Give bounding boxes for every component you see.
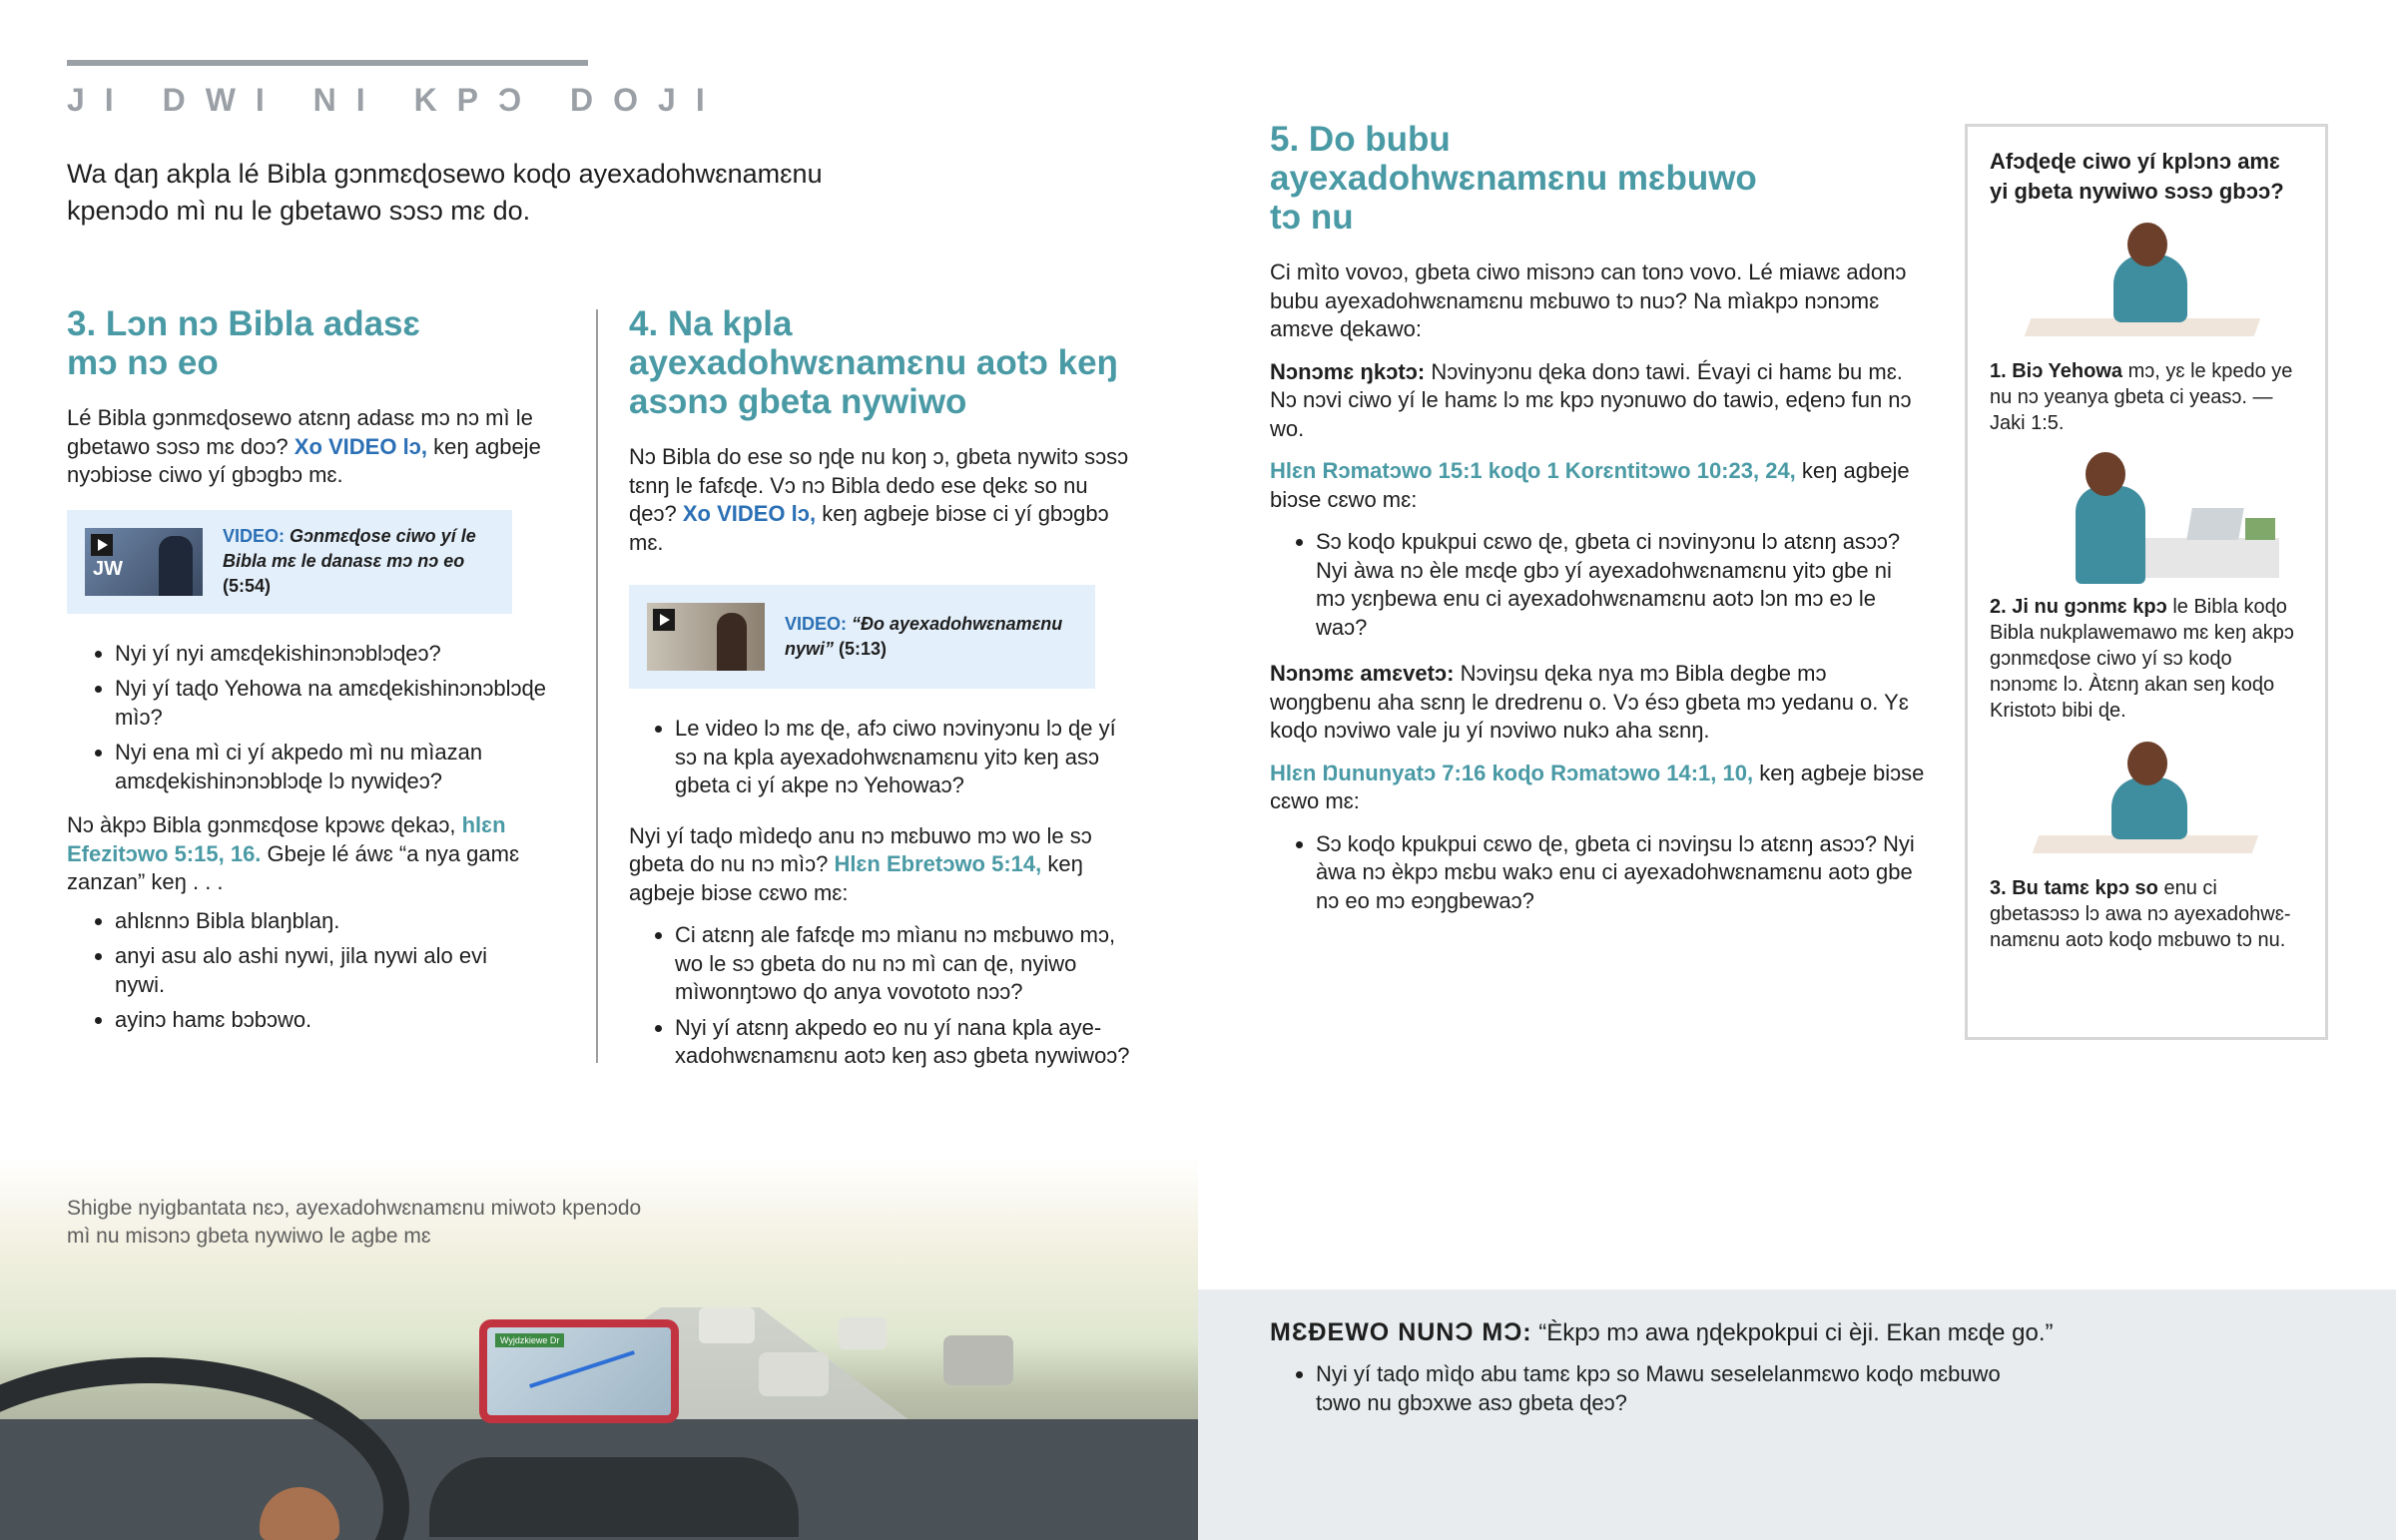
list-item: • Nyi yí atɛnŋ akpedo eo nu yí nana kpla ayexadohwɛnamɛnu aotɔ keŋ asɔ gbeta nywiwoɔ? bbox=[675, 1014, 1134, 1071]
video-card-3[interactable] bbox=[67, 510, 512, 614]
video-caption bbox=[223, 524, 494, 599]
section-4-para-2 bbox=[629, 822, 1133, 908]
review-bullets bbox=[1270, 1360, 2015, 1417]
steering-wheel-shape bbox=[0, 1357, 409, 1540]
kicker: JI DWI NI KPƆ DOJI bbox=[67, 82, 725, 118]
intro-text: Wa ɖaŋ akpla lé Bibla gɔnmɛɖosewo koɖo ayexadohwɛnamɛnu kpenɔdo mì nu le gbetawo sɔsɔ mɛ do. bbox=[67, 159, 823, 226]
step-1-caption bbox=[1990, 358, 2303, 436]
column-divider bbox=[596, 309, 598, 1063]
map-banner: Wyjdzkiewe Dr bbox=[495, 1333, 564, 1347]
case-1-text: Nɔvinyɔnu ɖeka donɔ tawi. Évayi ci hamɛ bu mɛ. Nɔ nɔvi ciwo yí le hamɛ lɔ mɛ kpɔ nyɔnuwo do tawiɔ, eɖenɔ fun nɔ wo. bbox=[1270, 358, 1912, 441]
video-title: “Ɖo ayexadohwɛnamɛnu nywi” bbox=[785, 614, 1063, 659]
video-duration: (5:54) bbox=[223, 576, 272, 596]
step-2-illustration bbox=[1990, 446, 2303, 586]
watch-video-link[interactable]: Xo VIDEO lɔ, bbox=[682, 501, 817, 526]
list-item: • anyi asu alo ashi nywi, jila nywi alo evi nywi. bbox=[115, 942, 514, 999]
video-thumbnail bbox=[647, 603, 765, 671]
section-3-bullets-1 bbox=[67, 640, 566, 796]
list-item: • ayinɔ hamɛ bɔbɔwo. bbox=[115, 1006, 514, 1035]
car-shape bbox=[943, 1335, 1013, 1385]
section-3-para-2 bbox=[67, 811, 566, 897]
scripture-link[interactable]: Hlɛn Ŋununyatɔ 7:16 koɖo Rɔmatɔwo 14:1, 10, bbox=[1270, 760, 1754, 785]
map-screen bbox=[487, 1327, 671, 1415]
video-caption bbox=[785, 612, 1077, 662]
video-duration: (5:13) bbox=[839, 639, 888, 659]
play-icon bbox=[653, 609, 675, 631]
step-2-caption bbox=[1990, 594, 2303, 724]
list-item: • Nyi yí nyi amɛɖekishinɔnɔblɔɖeɔ? bbox=[115, 640, 566, 669]
para-text: keŋ agbeje nyɔbiɔse ciwo yí gbɔgbɔ mɛ. bbox=[67, 433, 541, 487]
list-item: • Nyi yí taɖo mìɖo abu tamɛ kpɔ so Mawu seselelanmɛwo koɖo mɛbuwo tɔwo nu gbɔxwe asɔ gbeta ɖeɔ? bbox=[1316, 1360, 2015, 1417]
para-text: Nyi yí taɖo mìdeɖo anu nɔ mɛbuwo mɔ wo le sɔ gbeta do nu nɔ mìɔ? bbox=[629, 822, 1092, 876]
section-4-heading: 4. Na kpla ayexadohwɛnamɛnu aotɔ keŋ asɔnɔ gbeta nywiwo bbox=[629, 304, 1118, 421]
para-text: keŋ agbeje biɔse ci yí gbɔgbɔ mɛ. bbox=[629, 501, 1109, 555]
list-item: • Nyi yí taɖo Yehowa na amɛɖekishinɔnɔblɔɖe mìɔ? bbox=[115, 675, 566, 732]
laptop-shape bbox=[2186, 508, 2244, 540]
sidebar-title: Afɔɖeɖe ciwo yí kplɔnɔ amɛ yi gbeta nywiwo sɔsɔ gbɔɔ? bbox=[1990, 149, 2284, 204]
presenter-figure bbox=[159, 536, 193, 596]
video-title: Gɔnmɛɖose ciwo yí le Bibla mɛ le danasɛ mɔ nɔ eo bbox=[223, 526, 476, 571]
read-2 bbox=[1270, 760, 1931, 816]
head-shape bbox=[2086, 452, 2125, 496]
studying-woman-figure bbox=[2076, 486, 2145, 584]
case-1-term: Nɔnɔmɛ ŋkɔtɔ: bbox=[1270, 358, 1426, 384]
para-text: keŋ agbeje biɔse cɛwo mɛ: bbox=[1270, 760, 1925, 813]
section-5-heading: 5. Do bubu ayexadohwɛnamɛnu mɛbuwo tɔ nu bbox=[1270, 120, 1757, 237]
decision-steps-sidebar bbox=[1965, 124, 2328, 1040]
section-3 bbox=[67, 304, 566, 1042]
list-item: • Sɔ koɖo kpukpui cɛwo ɖe, gbeta ci nɔvinyɔnu lɔ atɛnŋ asɔɔ? Nyi àwa nɔ èle mɛɖe gbɔ yí ayexadohwɛnamɛnu yitɔ gbe ni mɔ yɛŋbewa enu ci ayexadohwɛnamɛnu aotɔ lɔn mɔ eɔ le waɔ? bbox=[1316, 528, 1915, 642]
para-text: Gbeje lé áwɛ “a nya gamɛ zanzan” keŋ . . . bbox=[67, 840, 520, 894]
phone-mount bbox=[479, 1319, 679, 1423]
step-bold: 2. Ji nu gɔnmɛ kpɔ bbox=[1990, 596, 2167, 618]
section-4-bullets-1 bbox=[629, 715, 1134, 800]
section-4-bullets-2 bbox=[629, 921, 1134, 1071]
jw-logo: JW bbox=[93, 557, 123, 580]
scripture-link[interactable]: hlɛn Efezitɔwo 5:15, 16. bbox=[67, 812, 506, 866]
section-3-para-1 bbox=[67, 404, 566, 490]
para-text: keŋ agbeje biɔse cɛwo mɛ: bbox=[1270, 458, 1910, 512]
step-text: mɔ, yɛ le kpedo ye nu nɔ yeanya gbeta ci yeasɔ. —Jaki 1:5. bbox=[1990, 360, 2293, 434]
car-shape bbox=[699, 1307, 755, 1343]
video-thumbnail bbox=[85, 528, 203, 596]
para-text: Nɔ Bibla do ese so ŋɖe nu koŋ ɔ, gbeta nywitɔ sɔsɔ tɛnŋ le fafɛɖe. Vɔ nɔ Bibla dedo ese ɖekɛ so nu ɖeɔ? bbox=[629, 444, 1129, 526]
woman-reading-figure bbox=[717, 613, 747, 671]
step-bold: 3. Bu tamɛ kpɔ so bbox=[1990, 877, 2158, 899]
books-shape bbox=[2245, 518, 2275, 540]
car-shape bbox=[839, 1317, 887, 1349]
review-label: MƐƉEWO NUNƆ MƆ: bbox=[1270, 1318, 1532, 1346]
para-text: Nɔ àkpɔ Bibla gɔnmɛɖose kpɔwɛ ɖekaɔ, bbox=[67, 812, 456, 837]
video-label: VIDEO: bbox=[785, 614, 848, 634]
section-5-bullets-2 bbox=[1270, 830, 1915, 916]
car-shape bbox=[759, 1352, 829, 1396]
thinking-woman-figure bbox=[2111, 777, 2187, 839]
video-card-4[interactable] bbox=[629, 585, 1095, 689]
play-icon bbox=[91, 534, 113, 556]
list-item: • Ci atɛnŋ ale fafɛɖe mɔ mìanu nɔ mɛbuwo mɔ, wo le sɔ gbeta do nu nɔ mì can ɖe, nyiwo mìwonŋtɔwo ɖo anya vovototo nɔɔ? bbox=[675, 921, 1134, 1007]
case-2-text: Nɔviŋsu ɖeka nya mɔ Bibla degbe mɔ woŋgbenu aha sɛnŋ le dredrenu o. Vɔ ésɔ gbeta mɔ yedanu o. Yɛ koɖo nɔviwo vale ju yí nɔviwo nukɔ aha sɛnŋ. bbox=[1270, 661, 1909, 743]
review-quote: “Èkpɔ mɔ awa ŋɖekpokpui ci èji. Ekan mɛɖe go.” bbox=[1538, 1319, 2054, 1346]
review-line bbox=[1270, 1315, 2328, 1350]
section-5 bbox=[1270, 120, 1931, 922]
para-text: keŋ agbeje biɔse cɛwo mɛ: bbox=[629, 851, 1083, 905]
step-text: le Bibla koɖo Bibla nukplawemawo mɛ keŋ akpɔ gɔnmɛɖose ciwo yí sɔ koɖo nɔnɔmɛ lɔ. Àtɛnŋ akan seŋ koɖo Kristotɔ bibi ɖe. bbox=[1990, 596, 2294, 722]
section-3-bullets-2 bbox=[67, 907, 514, 1035]
read-1 bbox=[1270, 457, 1931, 514]
section-5-bullets-1 bbox=[1270, 528, 1915, 642]
list-item: • Sɔ koɖo kpukpui cɛwo ɖe, gbeta ci nɔviŋsu lɔ atɛnŋ asɔɔ? Nyi àwa nɔ èkpɔ mɛbu wakɔ enu ci ayexadohwɛnamɛnu aotɔ gbe nɔ eo mɔ eɔŋgbewaɔ? bbox=[1316, 830, 1915, 916]
air-vent-shape bbox=[429, 1457, 799, 1537]
scripture-link[interactable]: Hlɛn Ebretɔwo 5:14, bbox=[834, 851, 1042, 876]
step-bold: 1. Biɔ Yehowa bbox=[1990, 360, 2123, 382]
section-3-heading: 3. Lɔn nɔ Bibla adasɛ mɔ nɔ eo bbox=[67, 304, 420, 382]
step-1-illustration bbox=[1990, 221, 2303, 350]
step-3-caption bbox=[1990, 875, 2303, 953]
case-2-term: Nɔnɔmɛ amɛvetɔ: bbox=[1270, 661, 1455, 686]
head-shape bbox=[2127, 223, 2167, 266]
case-1 bbox=[1270, 358, 1931, 444]
review-block bbox=[1270, 1315, 2328, 1424]
section-4 bbox=[629, 304, 1133, 1078]
para-text: Lé Bibla gɔnmɛɖosewo atɛnŋ adasɛ mɔ nɔ mì le gbetawo sɔsɔ mɛ doɔ? bbox=[67, 405, 533, 459]
list-item: • Le video lɔ mɛ ɖe, afɔ ciwo nɔvinyɔnu lɔ ɖe yí sɔ na kpla ayexadohwɛnamɛnu yitɔ keŋ asɔ gbeta ci yí akpe nɔ Yehowaɔ? bbox=[675, 715, 1134, 800]
step-3-illustration bbox=[1990, 738, 2303, 867]
image-caption: Shigbe nyigbantata nɛɔ, ayexadohwɛnamɛnu miwotɔ kpenɔdo mì nu misɔnɔ gbeta nywiwo le agbe mɛ bbox=[67, 1197, 642, 1248]
watch-video-link[interactable]: Xo VIDEO lɔ, bbox=[294, 433, 428, 459]
scripture-link[interactable]: Hlɛn Rɔmatɔwo 15:1 koɖo 1 Korɛntitɔwo 10:23, 24, bbox=[1270, 458, 1796, 483]
section-4-para-1 bbox=[629, 443, 1133, 557]
section-5-para-1: Ci mìto vovoɔ, gbeta ciwo misɔnɔ can tonɔ vovo. Lé miawɛ adonɔ bubu ayexadohwɛnamɛnu mɛbuwo tɔ nuɔ? Na mìakpɔ nɔnɔmɛ amɛve ɖekawo: bbox=[1270, 259, 1907, 341]
map-route-line bbox=[529, 1350, 635, 1388]
list-item: • Nyi ena mì ci yí akpedo mì nu mìazan amɛɖekishinɔnɔblɔɖe lɔ nywiɖeɔ? bbox=[115, 739, 566, 795]
list-item: • ahlɛnnɔ Bibla blaŋblaŋ. bbox=[115, 907, 514, 936]
desk-shape bbox=[2139, 538, 2279, 578]
step-text: enu ci gbetasɔsɔ lɔ awa nɔ ayexadohwɛnamɛnu aotɔ koɖo mɛbuwo tɔ nu. bbox=[1990, 877, 2291, 951]
head-shape bbox=[2127, 742, 2167, 785]
kicker-rule bbox=[67, 60, 588, 66]
video-label: VIDEO: bbox=[223, 526, 286, 546]
case-2 bbox=[1270, 660, 1931, 746]
